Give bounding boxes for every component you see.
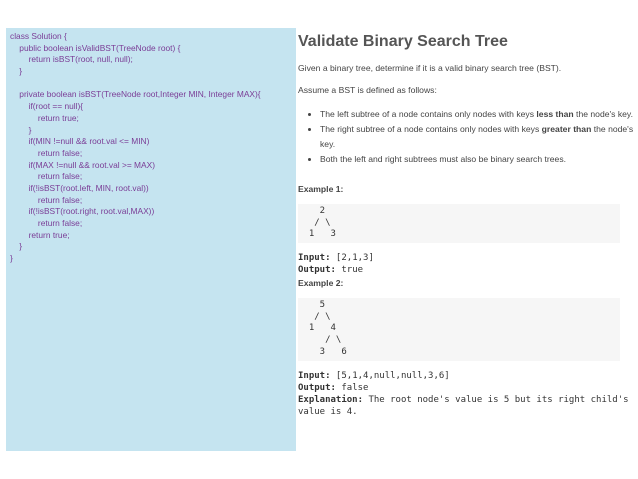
code-line: return false; [10,147,83,158]
example-1-tree: 2 / \ 1 3 [298,204,620,243]
code-line: return false; [10,194,83,205]
code-line: return false; [10,218,83,228]
code-line: if(!isBST(root.left, MIN, root.val)) [10,182,149,193]
input-value: [2,1,3] [330,253,374,263]
example-2-explanation [298,395,629,407]
example-1-output [298,265,363,277]
rule-text: Both the left and right subtrees must also be binary search trees. [320,154,567,164]
code-line: return false; [10,171,83,182]
rule-text: the node's key. [573,109,633,119]
input-value: [5,1,4,null,null,3,6] [330,371,450,381]
output-label: Output: [298,383,336,393]
code-line: private boolean isBST(TreeNode root,Integer MIN, Integer MAX){ [10,89,261,100]
rule-emphasis: greater than [541,124,592,134]
rule-text: The left subtree of a node contains only nodes with keys [320,109,537,119]
list-item [320,152,638,167]
code-line [10,78,296,90]
code-line: return true; [10,229,70,240]
code-line: if(MAX !=null && root.val >= MAX) [10,159,155,170]
example-1-label: Example 1: [298,184,344,194]
output-label: Output: [298,265,336,275]
example-2-input [298,371,450,383]
bst-definition-intro: Assume a BST is defined as follows: [298,85,437,95]
example-2-output [298,383,368,395]
output-value: false [335,383,369,393]
code-line: return isBST(root, null, null); [10,54,133,65]
input-label: Input: [298,371,331,381]
example-2-explanation-cont: value is 4. [298,407,358,417]
output-value: true [335,265,364,275]
list-item [320,107,638,122]
example-2-label: Example 2: [298,278,344,288]
explanation-text: The root node's value is 5 but its right child's [363,395,629,405]
code-line: } [10,124,32,135]
example-2-tree: 5 / \ 1 4 / \ 3 6 [298,298,620,361]
problem-intro: Given a binary tree, determine if it is a valid binary search tree (BST). [298,63,562,73]
code-line: return true; [10,112,79,123]
rule-emphasis: less than [536,109,574,119]
rule-text: The right subtree of a node contains only nodes with keys [320,124,542,134]
code-line: } [10,66,23,77]
code-line: class Solution { [10,31,67,41]
problem-title: Validate Binary Search Tree [298,33,508,50]
code-editor[interactable] [6,28,296,451]
example-1-input [298,253,374,265]
rule-text: the node's key. [320,124,634,149]
code-line: public boolean isValidBST(TreeNode root) { [10,42,181,53]
code-line: if(!isBST(root.right, root.val,MAX)) [10,206,155,217]
code-line: } [10,241,23,252]
code-line: if(root == null){ [10,101,84,112]
explanation-label: Explanation: [298,395,364,405]
code-line: if(MIN !=null && root.val <= MIN) [10,136,150,147]
input-label: Input: [298,253,331,263]
problem-description [298,28,633,428]
list-item [320,122,638,152]
code-line: } [10,253,13,264]
code-lines [10,31,296,265]
bst-rules-list [298,107,638,167]
